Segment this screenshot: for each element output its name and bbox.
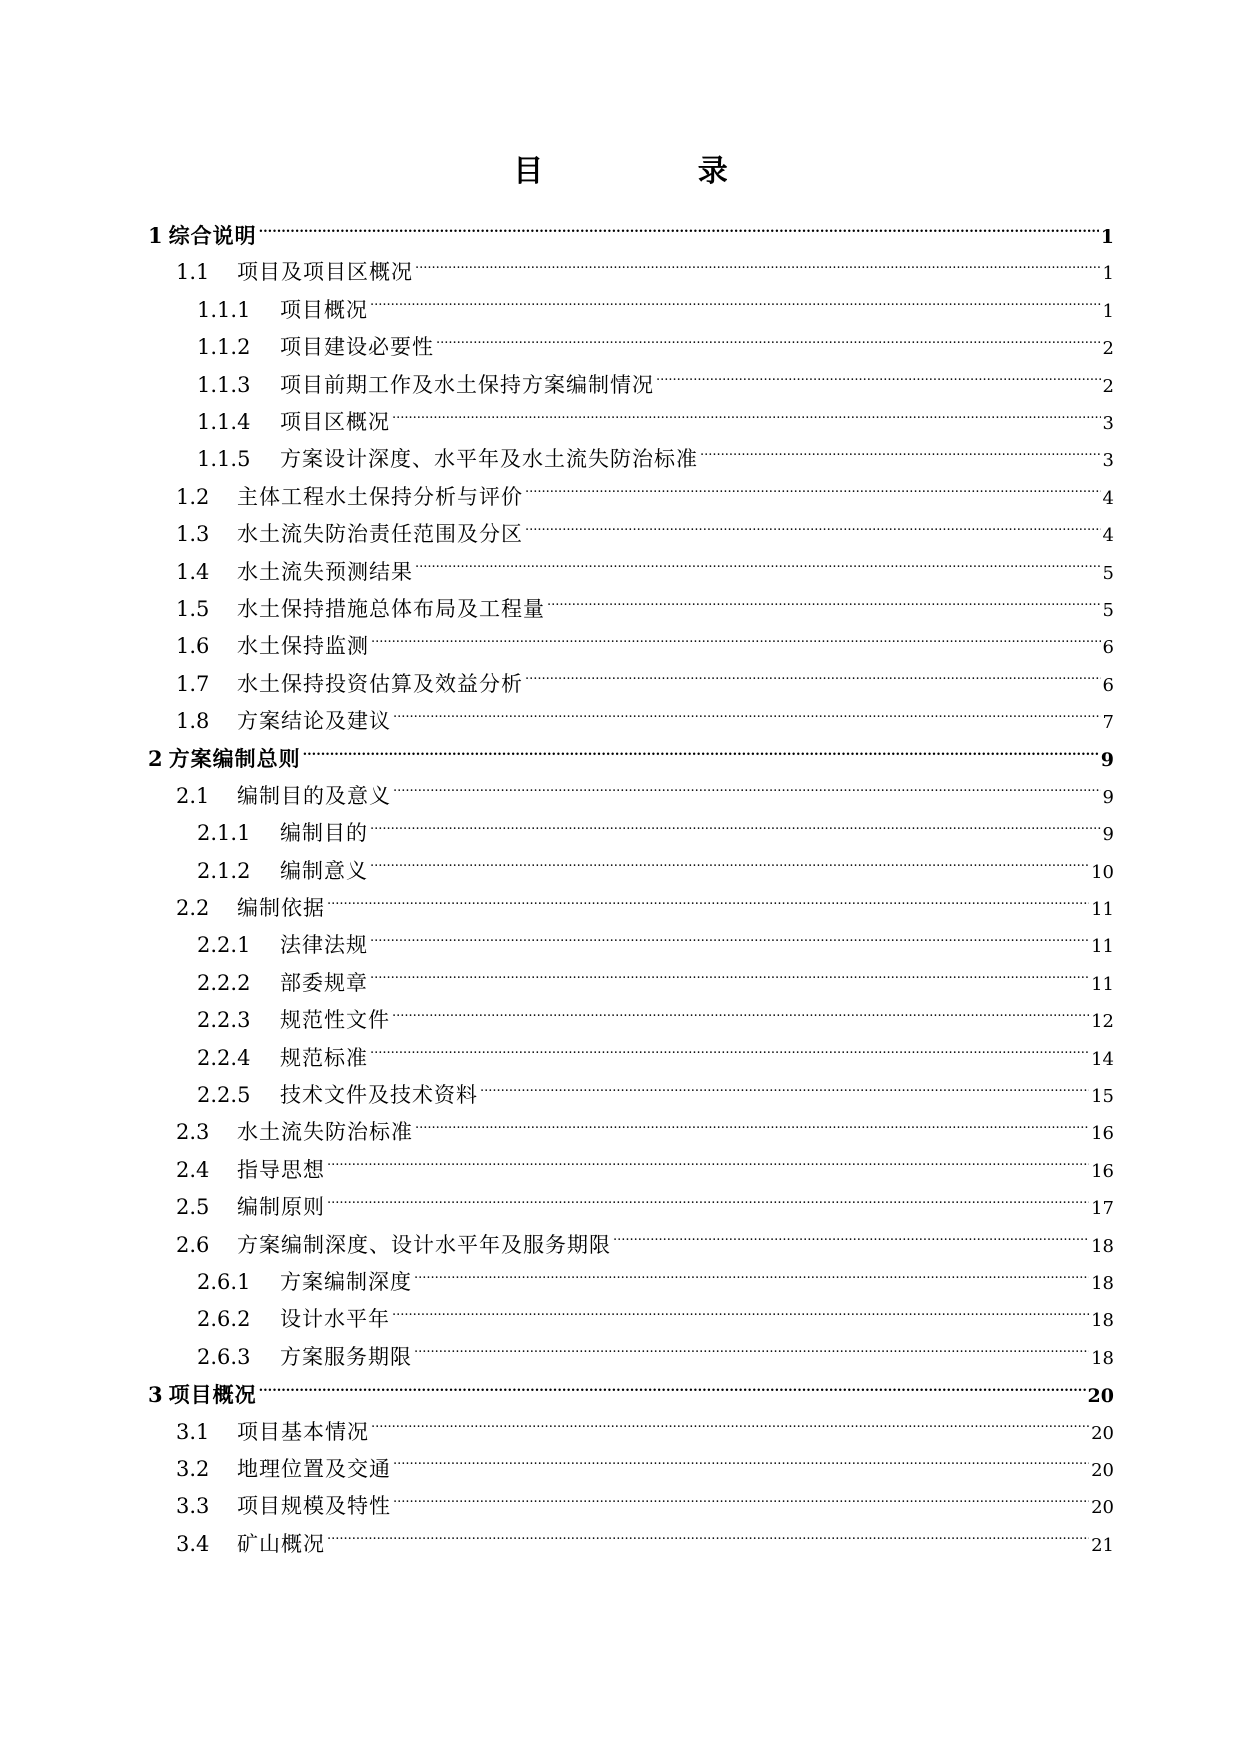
toc-entry[interactable] bbox=[148, 441, 1114, 478]
toc-dot-leader bbox=[370, 819, 1101, 840]
toc-entry-number: 1.4 bbox=[176, 559, 210, 584]
toc-entry-page-number: 20 bbox=[1091, 1422, 1114, 1444]
toc-entry[interactable] bbox=[148, 1040, 1114, 1077]
toc-dot-leader bbox=[415, 1118, 1089, 1139]
toc-entry[interactable] bbox=[148, 479, 1114, 516]
toc-entry-page-number: 12 bbox=[1091, 1011, 1114, 1033]
toc-dot-leader bbox=[370, 296, 1101, 317]
toc-entry-page-number: 2 bbox=[1102, 338, 1114, 360]
toc-dot-leader bbox=[480, 1081, 1089, 1102]
toc-entry[interactable] bbox=[148, 1077, 1114, 1114]
toc-dot-leader bbox=[700, 445, 1101, 466]
toc-entry-title: 主体工程水土保持分析与评价 bbox=[237, 484, 523, 509]
toc-entry-number: 3.1 bbox=[176, 1419, 210, 1444]
toc-entry-title: 法律法规 bbox=[280, 933, 368, 958]
toc-dot-leader bbox=[392, 1006, 1089, 1027]
toc-entry-title: 编制目的 bbox=[280, 821, 368, 846]
toc-entry-title: 综合说明 bbox=[168, 223, 257, 248]
toc-entry-page-number: 14 bbox=[1091, 1048, 1114, 1070]
toc-entry-number: 2.6.2 bbox=[197, 1307, 251, 1332]
toc-entry[interactable] bbox=[148, 666, 1114, 703]
toc-dot-leader bbox=[327, 1156, 1089, 1177]
toc-dot-leader bbox=[547, 595, 1101, 616]
toc-entry-title: 水土流失防治标准 bbox=[237, 1120, 413, 1145]
toc-entry-number: 1.8 bbox=[176, 709, 210, 734]
toc-entry-number: 2.1 bbox=[176, 783, 210, 808]
toc-entry-title: 部委规章 bbox=[280, 970, 368, 995]
toc-entry-title: 编制原则 bbox=[237, 1195, 325, 1220]
toc-entry-title: 方案编制总则 bbox=[168, 746, 301, 772]
toc-entry-number: 3 bbox=[148, 1382, 163, 1408]
toc-entry-page-number: 18 bbox=[1091, 1272, 1114, 1294]
toc-entry-number: 1.1.5 bbox=[197, 447, 251, 472]
toc-entry-title: 项目建设必要性 bbox=[280, 335, 434, 360]
toc-entry-number: 2.2.5 bbox=[197, 1082, 251, 1107]
toc-entry-page-number: 9 bbox=[1102, 786, 1114, 808]
toc-entry[interactable] bbox=[148, 778, 1114, 815]
toc-entry-page-number: 5 bbox=[1102, 599, 1114, 621]
toc-entry-page-number: 4 bbox=[1102, 487, 1114, 509]
toc-entry-title: 方案编制深度 bbox=[280, 1269, 412, 1294]
toc-entry-number: 2.2.3 bbox=[197, 1008, 251, 1033]
toc-entry[interactable] bbox=[148, 740, 1114, 777]
toc-entry-title: 项目规模及特性 bbox=[237, 1494, 391, 1519]
toc-entry-page-number: 18 bbox=[1091, 1310, 1114, 1332]
toc-entry[interactable] bbox=[148, 853, 1114, 890]
toc-entry-page-number: 20 bbox=[1091, 1459, 1114, 1481]
toc-dot-leader bbox=[370, 1044, 1089, 1065]
toc-entry[interactable] bbox=[148, 554, 1114, 591]
toc-entry-number: 2.1.1 bbox=[197, 821, 251, 846]
toc-entry-title: 水土流失预测结果 bbox=[237, 559, 413, 584]
toc-entry-number: 1 bbox=[148, 223, 163, 248]
toc-entry-page-number: 1 bbox=[1102, 263, 1114, 285]
toc-entry-title: 方案设计深度、水平年及水土流失防治标准 bbox=[280, 447, 698, 472]
toc-entry-title: 编制意义 bbox=[280, 858, 368, 883]
toc-dot-leader bbox=[656, 371, 1101, 392]
toc-dot-leader bbox=[303, 745, 1099, 766]
toc-entry-number: 2.3 bbox=[176, 1120, 210, 1145]
toc-entry-page-number: 11 bbox=[1091, 899, 1114, 921]
toc-dot-leader bbox=[415, 258, 1101, 279]
toc-entry[interactable] bbox=[148, 628, 1114, 665]
toc-dot-leader bbox=[415, 558, 1101, 579]
toc-dot-leader bbox=[414, 1268, 1089, 1289]
toc-entry-number: 2.5 bbox=[176, 1195, 210, 1220]
toc-entry-page-number: 11 bbox=[1091, 936, 1114, 958]
toc-entry-number: 1.1.2 bbox=[197, 335, 251, 360]
toc-entry-title: 技术文件及技术资料 bbox=[280, 1082, 478, 1107]
toc-entry-number: 1.1.3 bbox=[197, 372, 251, 397]
toc-dot-leader bbox=[259, 1381, 1086, 1402]
toc-entry-page-number: 3 bbox=[1102, 412, 1114, 434]
toc-entry-number: 2.6 bbox=[176, 1232, 210, 1257]
toc-entry-number: 2.4 bbox=[176, 1157, 210, 1182]
toc-entry[interactable] bbox=[148, 591, 1114, 628]
toc-entry-title: 水土流失防治责任范围及分区 bbox=[237, 522, 523, 547]
toc-dot-leader bbox=[259, 222, 1099, 243]
toc-dot-leader bbox=[371, 632, 1101, 653]
toc-entry[interactable] bbox=[148, 217, 1114, 254]
toc-entry-number: 1.1.1 bbox=[197, 297, 251, 322]
toc-entry[interactable] bbox=[148, 367, 1114, 404]
toc-entry-number: 3.3 bbox=[176, 1494, 210, 1519]
toc-entry-page-number: 5 bbox=[1102, 562, 1114, 584]
toc-dot-leader bbox=[393, 707, 1101, 728]
toc-entry[interactable] bbox=[148, 1002, 1114, 1039]
toc-entry-number: 3.2 bbox=[176, 1456, 210, 1481]
toc-entry-page-number: 16 bbox=[1091, 1123, 1114, 1145]
toc-dot-leader bbox=[327, 894, 1089, 915]
toc-entry-page-number: 9 bbox=[1102, 824, 1114, 846]
toc-dot-leader bbox=[525, 483, 1101, 504]
toc-dot-leader bbox=[393, 1492, 1089, 1513]
toc-dot-leader bbox=[393, 782, 1101, 803]
toc-entry[interactable] bbox=[148, 1339, 1114, 1376]
toc-entry-page-number: 17 bbox=[1091, 1198, 1114, 1220]
toc-entry-page-number: 6 bbox=[1102, 674, 1114, 696]
toc-entry-page-number: 7 bbox=[1102, 712, 1114, 734]
toc-dot-leader bbox=[436, 333, 1101, 354]
toc-dot-leader bbox=[370, 857, 1089, 878]
toc-entry-title: 水土保持监测 bbox=[237, 634, 369, 659]
toc-entry-title: 规范性文件 bbox=[280, 1008, 390, 1033]
toc-entry-number: 3.4 bbox=[176, 1531, 210, 1556]
table-of-contents bbox=[148, 217, 1114, 1563]
toc-dot-leader bbox=[613, 1231, 1089, 1252]
toc-entry-page-number: 20 bbox=[1087, 1385, 1114, 1408]
toc-entry[interactable] bbox=[148, 1451, 1114, 1488]
toc-entry-title: 方案编制深度、设计水平年及服务期限 bbox=[237, 1232, 611, 1257]
toc-dot-leader bbox=[327, 1193, 1089, 1214]
toc-entry[interactable] bbox=[148, 292, 1114, 329]
toc-entry[interactable] bbox=[148, 254, 1114, 291]
toc-entry-title: 项目及项目区概况 bbox=[237, 260, 413, 285]
toc-entry[interactable] bbox=[148, 1526, 1114, 1563]
toc-entry[interactable] bbox=[148, 1488, 1114, 1525]
toc-entry-number: 2.6.1 bbox=[197, 1269, 251, 1294]
toc-entry-title: 项目前期工作及水土保持方案编制情况 bbox=[280, 372, 654, 397]
toc-dot-leader bbox=[371, 1418, 1089, 1439]
toc-entry-page-number: 1 bbox=[1102, 300, 1114, 322]
toc-entry-title: 编制依据 bbox=[237, 896, 325, 921]
toc-entry-number: 2.2 bbox=[176, 896, 210, 921]
toc-entry-title: 指导思想 bbox=[237, 1157, 325, 1182]
toc-entry[interactable] bbox=[148, 1227, 1114, 1264]
toc-entry-page-number: 6 bbox=[1102, 637, 1114, 659]
toc-entry-title: 方案服务期限 bbox=[280, 1344, 412, 1369]
toc-entry-page-number: 9 bbox=[1100, 749, 1114, 772]
toc-entry-number: 1.6 bbox=[176, 634, 210, 659]
toc-entry-page-number: 11 bbox=[1091, 973, 1114, 995]
toc-entry-title: 方案结论及建议 bbox=[237, 709, 391, 734]
toc-dot-leader bbox=[414, 1343, 1089, 1364]
toc-entry-title: 规范标准 bbox=[280, 1045, 368, 1070]
toc-entry[interactable] bbox=[148, 927, 1114, 964]
toc-entry-number: 1.1.4 bbox=[197, 409, 251, 434]
toc-entry-page-number: 3 bbox=[1102, 450, 1114, 472]
toc-entry[interactable] bbox=[148, 965, 1114, 1002]
toc-entry[interactable] bbox=[148, 1414, 1114, 1451]
toc-entry[interactable] bbox=[148, 516, 1114, 553]
toc-dot-leader bbox=[392, 1305, 1089, 1326]
toc-dot-leader bbox=[525, 670, 1101, 691]
toc-entry-number: 1.1 bbox=[176, 260, 210, 285]
toc-entry-number: 2.2.4 bbox=[197, 1045, 251, 1070]
toc-dot-leader bbox=[370, 931, 1089, 952]
toc-dot-leader bbox=[525, 520, 1101, 541]
toc-entry[interactable] bbox=[148, 1152, 1114, 1189]
toc-entry-number: 2 bbox=[148, 746, 163, 772]
toc-entry-title: 矿山概况 bbox=[237, 1531, 325, 1556]
toc-dot-leader bbox=[370, 969, 1089, 990]
toc-entry-number: 2.6.3 bbox=[197, 1344, 251, 1369]
toc-entry-page-number: 2 bbox=[1102, 375, 1114, 397]
toc-entry[interactable] bbox=[148, 815, 1114, 852]
toc-entry-page-number: 20 bbox=[1091, 1497, 1114, 1519]
toc-entry-number: 2.1.2 bbox=[197, 858, 251, 883]
toc-entry[interactable] bbox=[148, 1264, 1114, 1301]
toc-entry[interactable] bbox=[148, 329, 1114, 366]
toc-entry[interactable] bbox=[148, 1114, 1114, 1151]
toc-entry-title: 地理位置及交通 bbox=[237, 1456, 391, 1481]
toc-entry[interactable] bbox=[148, 1189, 1114, 1226]
toc-entry-number: 1.5 bbox=[176, 596, 210, 621]
toc-entry-number: 1.7 bbox=[176, 671, 210, 696]
toc-entry[interactable] bbox=[148, 404, 1114, 441]
toc-entry-page-number: 4 bbox=[1102, 525, 1114, 547]
toc-entry[interactable] bbox=[148, 703, 1114, 740]
toc-entry-title: 设计水平年 bbox=[280, 1307, 390, 1332]
toc-dot-leader bbox=[327, 1530, 1089, 1551]
toc-entry-page-number: 16 bbox=[1091, 1160, 1114, 1182]
toc-entry[interactable] bbox=[148, 890, 1114, 927]
toc-entry-title: 项目概况 bbox=[168, 1382, 257, 1408]
toc-entry-page-number: 10 bbox=[1091, 861, 1114, 883]
toc-entry[interactable] bbox=[148, 1301, 1114, 1338]
toc-entry-page-number: 15 bbox=[1091, 1085, 1114, 1107]
toc-dot-leader bbox=[392, 408, 1101, 429]
toc-entry-number: 2.2.2 bbox=[197, 970, 251, 995]
toc-entry-title: 水土保持投资估算及效益分析 bbox=[237, 671, 523, 696]
toc-entry-page-number: 18 bbox=[1091, 1347, 1114, 1369]
toc-entry-page-number: 1 bbox=[1100, 226, 1114, 248]
toc-entry-number: 2.2.1 bbox=[197, 933, 251, 958]
toc-entry-title: 水土保持措施总体布局及工程量 bbox=[237, 596, 545, 621]
toc-entry-number: 1.2 bbox=[176, 484, 210, 509]
toc-entry-page-number: 18 bbox=[1091, 1235, 1114, 1257]
toc-entry-title: 编制目的及意义 bbox=[237, 783, 391, 808]
toc-entry-title: 项目区概况 bbox=[280, 409, 390, 434]
toc-entry-number: 1.3 bbox=[176, 522, 210, 547]
toc-entry[interactable] bbox=[148, 1376, 1114, 1413]
toc-entry-title: 项目概况 bbox=[280, 297, 368, 322]
toc-dot-leader bbox=[393, 1455, 1089, 1476]
toc-entry-title: 项目基本情况 bbox=[237, 1419, 369, 1444]
toc-entry-page-number: 21 bbox=[1091, 1534, 1114, 1556]
page-title: 目 录 bbox=[513, 154, 800, 189]
